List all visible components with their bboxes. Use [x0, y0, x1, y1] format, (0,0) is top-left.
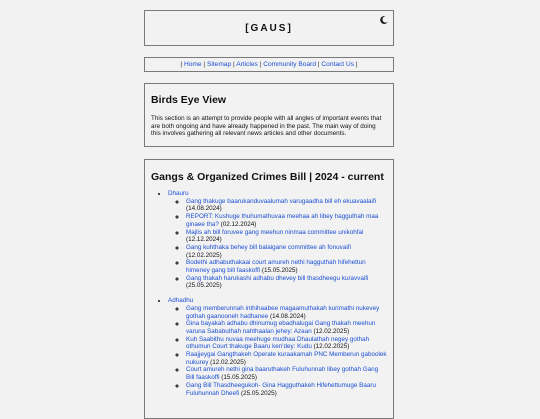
article-date: (12.02.2025): [210, 358, 246, 366]
intro-title: Birds Eye View: [151, 94, 227, 106]
article-link[interactable]: Gang memberunnah inthihaabee magaamuthakah kurimathi nukevey gothah gaanooneh hadhanee: [186, 304, 380, 320]
nav-separator: |: [180, 61, 183, 68]
source-group-label[interactable]: Adhadhu: [168, 297, 194, 305]
article-date: (25.05.2025): [186, 282, 222, 290]
nav-link-community-board[interactable]: Community Board: [263, 61, 316, 68]
site-header: [144, 10, 394, 46]
nav-link-articles[interactable]: Articles: [236, 61, 258, 68]
article-item: [186, 336, 387, 351]
article-item: [186, 259, 387, 274]
source-groups: [151, 190, 387, 397]
article-date: (02.12.2024): [220, 220, 257, 228]
article-date: (14.08.2024): [270, 312, 306, 320]
content-title: Gangs & Organized Crimes Bill | 2024 - current: [151, 171, 384, 183]
article-item: [186, 366, 387, 381]
article-item: [186, 382, 387, 397]
article-link[interactable]: Gang thakuge baarukanduvaalumah varugaadha bill eh ekuavaalaifi: [186, 197, 377, 205]
article-date: (14.08.2024): [186, 205, 222, 213]
article-link[interactable]: Gang Bill Thasdheegukoh- Gina Hagguthakeh Hifehettumuge Baaru Fuluhunnah Dheefi: [186, 381, 376, 397]
article-link[interactable]: Gina bayakah adhabu dhinumug ebadhalugai Gang thakah meehun varuna Sababuthah nahthaalan jehey: Azaan: [186, 320, 376, 335]
article-item: [186, 213, 387, 228]
article-item: [186, 351, 387, 366]
article-link[interactable]: Raajjeygai Gangthakeh Operate kuraakamah PNC Memberun gaboolek nukurey: [186, 351, 387, 366]
nav-link-sitemap[interactable]: Sitemap: [206, 61, 232, 68]
article-item: [186, 229, 387, 244]
article-link[interactable]: Gang kuhthaka behey bill balaigane committee ah fonuvaifi: [186, 243, 351, 251]
article-link[interactable]: Bodethi adhabuthakaai court amureh nethi hagguthah hifehettun himeney gang bill faaskoffi: [186, 259, 366, 275]
nav-link-home[interactable]: Home: [183, 61, 202, 68]
article-link[interactable]: Gang thakah harukashi adhabu dhevey bill thasdheegu kuravvaifi: [186, 274, 369, 282]
nav-separator: |: [203, 61, 206, 68]
nav-separator: |: [317, 61, 320, 68]
source-group: [168, 297, 387, 397]
article-item: [186, 244, 387, 259]
article-item: [186, 305, 387, 320]
article-date: (25.05.2025): [240, 389, 277, 397]
nav-link-contact-us[interactable]: Contact Us: [321, 61, 355, 68]
article-date: (12.02.2025): [313, 343, 350, 351]
nav-bar: [144, 57, 394, 72]
article-link[interactable]: Court amureh nethi gina baaruthakeh Fuluhunnah libey gothah Gang Bill faaskoffi: [186, 366, 379, 382]
article-date: (15.05.2025): [261, 267, 298, 275]
article-link[interactable]: REPORT: Kushuge thuhumathuvaa meehaa ah libey hagguthah maa ginaee tha?: [186, 213, 379, 228]
site-title: [GAUS]: [245, 23, 293, 34]
intro-section: [144, 83, 394, 147]
nav-separator: |: [355, 61, 358, 68]
article-link[interactable]: Majlis ah bill foruvee gang meehun ninmaa committee unikohfai: [186, 228, 364, 236]
article-date: (15.05.2025): [221, 374, 257, 382]
article-date: (12.02.2025): [186, 251, 222, 259]
article-item: [186, 275, 387, 290]
intro-text: This section is an attempt to provide people with all angles of important events that are both ongoing and have already happened in the past. The main way of doing this involves gathering all relevant news articles and other documents.: [151, 115, 382, 138]
article-link[interactable]: Kuh Saabithu nuvaa meehuge mudhaa Dhaulathah negey gothah othumun Court thakuge Baaru ken'dey: Kudu: [186, 335, 370, 351]
crescent-moon-icon[interactable]: [379, 15, 389, 25]
source-group: [168, 190, 387, 290]
article-item: [186, 320, 387, 335]
nav-separator: |: [233, 61, 235, 68]
nav-separator: |: [259, 61, 262, 68]
content-section: [144, 159, 394, 419]
article-item: [186, 198, 387, 213]
source-group-label[interactable]: Dhauru: [168, 190, 189, 197]
article-date: (12.02.2025): [313, 327, 350, 335]
article-date: (12.12.2024): [186, 236, 222, 244]
